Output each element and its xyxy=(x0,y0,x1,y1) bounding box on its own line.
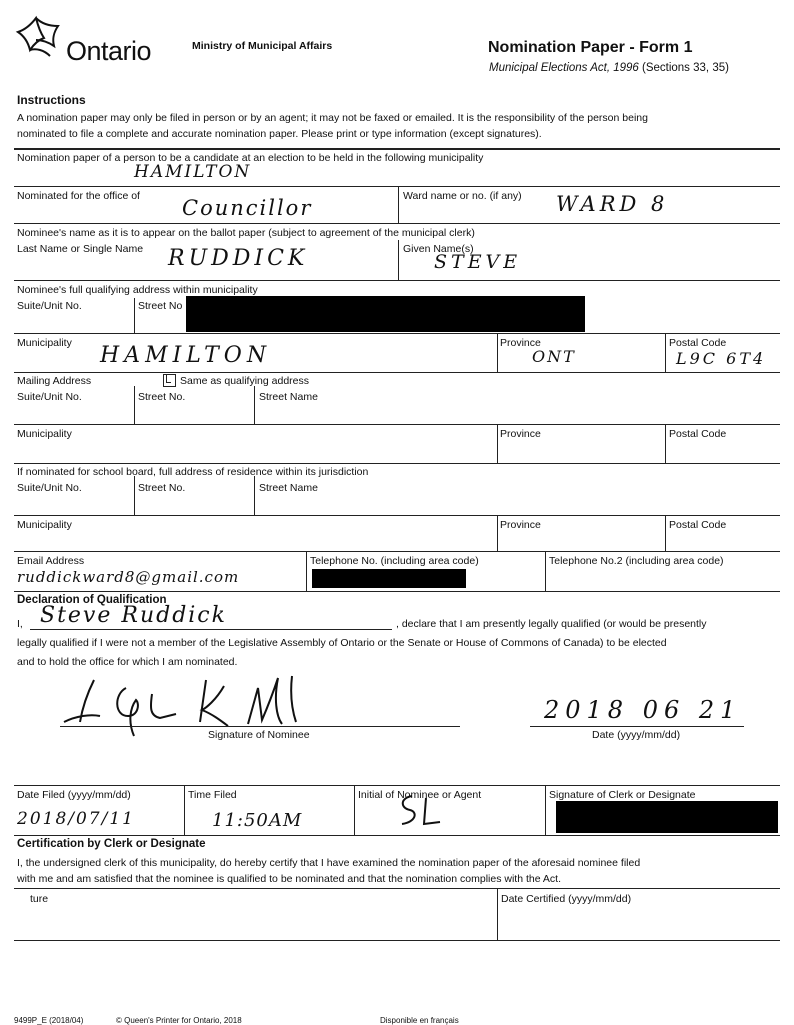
act-name: Municipal Elections Act, 1996 xyxy=(489,62,639,74)
same-as-qualifying-checkbox[interactable] xyxy=(163,374,176,387)
municipality-of-election-value[interactable]: HAMILTON xyxy=(134,162,252,182)
date-certified-label: Date Certified (yyyy/mm/dd) xyxy=(501,893,632,905)
email-value[interactable]: ruddickward8@gmail.com xyxy=(17,568,240,586)
certification-line-1: I, the undersigned clerk of this municipality, do hereby certify that I have examined the nomination paper of the aforesaid nominee filed xyxy=(17,857,641,869)
declaration-line-1: , declare that I am presently legally qualified (or would be presently xyxy=(396,618,707,630)
telephone-2-label: Telephone No.2 (including area code) xyxy=(549,555,724,567)
qualifying-street-label: Street No xyxy=(138,300,183,312)
telephone-label: Telephone No. (including area code) xyxy=(310,555,479,567)
declaration-date-value[interactable]: 2018 06 21 xyxy=(544,696,742,724)
clerk-signature-label: Signature of Clerk or Designate xyxy=(549,789,696,801)
last-name-value[interactable]: RUDDICK xyxy=(168,246,309,271)
school-street-no-label: Street No. xyxy=(138,482,186,494)
ward-value[interactable]: WARD 8 xyxy=(556,192,669,216)
redacted-telephone xyxy=(312,569,466,588)
declaration-heading: Declaration of Qualification xyxy=(17,594,167,606)
declaration-i-prefix: I, xyxy=(17,618,23,630)
act-sections: (Sections 33, 35) xyxy=(642,62,729,74)
ontario-trillium-logo-icon xyxy=(14,14,64,62)
ballot-name-heading: Nominee's name as it is to appear on the ballot paper (subject to agreement of the municipal clerk) xyxy=(17,227,475,239)
qualifying-postal-value[interactable]: L9C 6T4 xyxy=(676,349,767,368)
mailing-province-label: Province xyxy=(500,428,541,440)
french-availability: Disponible en français xyxy=(380,1016,459,1025)
email-label: Email Address xyxy=(17,555,85,567)
time-filed-value[interactable]: 11:50AM xyxy=(212,810,303,831)
qualifying-postal-label: Postal Code xyxy=(669,337,727,349)
ward-label: Ward name or no. (if any) xyxy=(403,190,522,202)
same-as-qualifying-label: Same as qualifying address xyxy=(180,375,309,387)
declaration-date-label: Date (yyyy/mm/dd) xyxy=(592,729,681,741)
school-municipality-label: Municipality xyxy=(17,519,72,531)
declaration-line-3: and to hold the office for which I am nominated. xyxy=(17,656,238,668)
time-filed-label: Time Filed xyxy=(188,789,237,801)
qualifying-municipality-value[interactable]: HAMILTON xyxy=(100,343,272,368)
ontario-wordmark: Ontario xyxy=(66,36,152,66)
form-title: Nomination Paper - Form 1 xyxy=(488,39,693,56)
date-filed-value[interactable]: 2018/07/11 xyxy=(17,809,135,829)
ministry-name: Ministry of Municipal Affairs xyxy=(192,40,333,52)
copyright: © Queen's Printer for Ontario, 2018 xyxy=(116,1016,242,1025)
municipality-of-election-label: Nomination paper of a person to be a candidate at an election to be held in the following municipality xyxy=(17,152,484,164)
office-label: Nominated for the office of xyxy=(17,190,140,202)
redacted-clerk-signature xyxy=(556,801,778,833)
mailing-municipality-label: Municipality xyxy=(17,428,72,440)
instructions-heading: Instructions xyxy=(17,93,86,107)
mailing-suite-label: Suite/Unit No. xyxy=(17,391,82,403)
office-value[interactable]: Councillor xyxy=(182,196,313,220)
act-reference xyxy=(489,62,729,74)
last-name-label: Last Name or Single Name xyxy=(17,243,144,255)
certification-heading: Certification by Clerk or Designate xyxy=(17,838,206,850)
school-suite-label: Suite/Unit No. xyxy=(17,482,82,494)
school-postal-label: Postal Code xyxy=(669,519,727,531)
qualifying-suite-label: Suite/Unit No. xyxy=(17,300,82,312)
declaration-line-2: legally qualified if I were not a member of the Legislative Assembly of Ontario or the Senate or House of Commons of Canada) to be elected xyxy=(17,637,667,649)
instructions-line-1: A nomination paper may only be filed in person or by an agent; it may not be faxed or emailed. It is the responsibility of the person being xyxy=(17,112,648,124)
initials-mark-icon[interactable] xyxy=(390,790,450,834)
clerk-certification-signature-label: ture xyxy=(30,893,49,905)
form-code: 9499P_E (2018/04) xyxy=(14,1016,84,1025)
instructions-line-2: nominated to file a complete and accurate nomination paper. Please print or type information (except signatures). xyxy=(17,128,542,140)
mailing-street-name-label: Street Name xyxy=(259,391,318,403)
qualifying-province-value[interactable]: ONT xyxy=(532,347,576,366)
certification-line-2: with me and am satisfied that the nominee is qualified to be nominated and that the nomination complies with the Act. xyxy=(17,873,561,885)
school-board-heading: If nominated for school board, full address of residence within its jurisdiction xyxy=(17,466,369,478)
initial-label: Initial of Nominee or Agent xyxy=(358,789,482,801)
qualifying-address-heading: Nominee's full qualifying address within municipality xyxy=(17,284,258,296)
date-filed-label: Date Filed (yyyy/mm/dd) xyxy=(17,789,131,801)
mailing-street-no-label: Street No. xyxy=(138,391,186,403)
redacted-street-address xyxy=(186,296,585,332)
mailing-postal-label: Postal Code xyxy=(669,428,727,440)
qualifying-province-label: Province xyxy=(500,337,541,349)
mailing-address-heading: Mailing Address xyxy=(17,375,92,387)
declaration-name-value[interactable]: Steve Ruddick xyxy=(40,603,227,628)
given-name-label: Given Name(s) xyxy=(403,243,474,255)
school-street-name-label: Street Name xyxy=(259,482,318,494)
given-name-value[interactable]: STEVE xyxy=(434,251,522,273)
school-province-label: Province xyxy=(500,519,541,531)
qualifying-municipality-label: Municipality xyxy=(17,337,72,349)
nominee-signature-label: Signature of Nominee xyxy=(208,729,310,741)
